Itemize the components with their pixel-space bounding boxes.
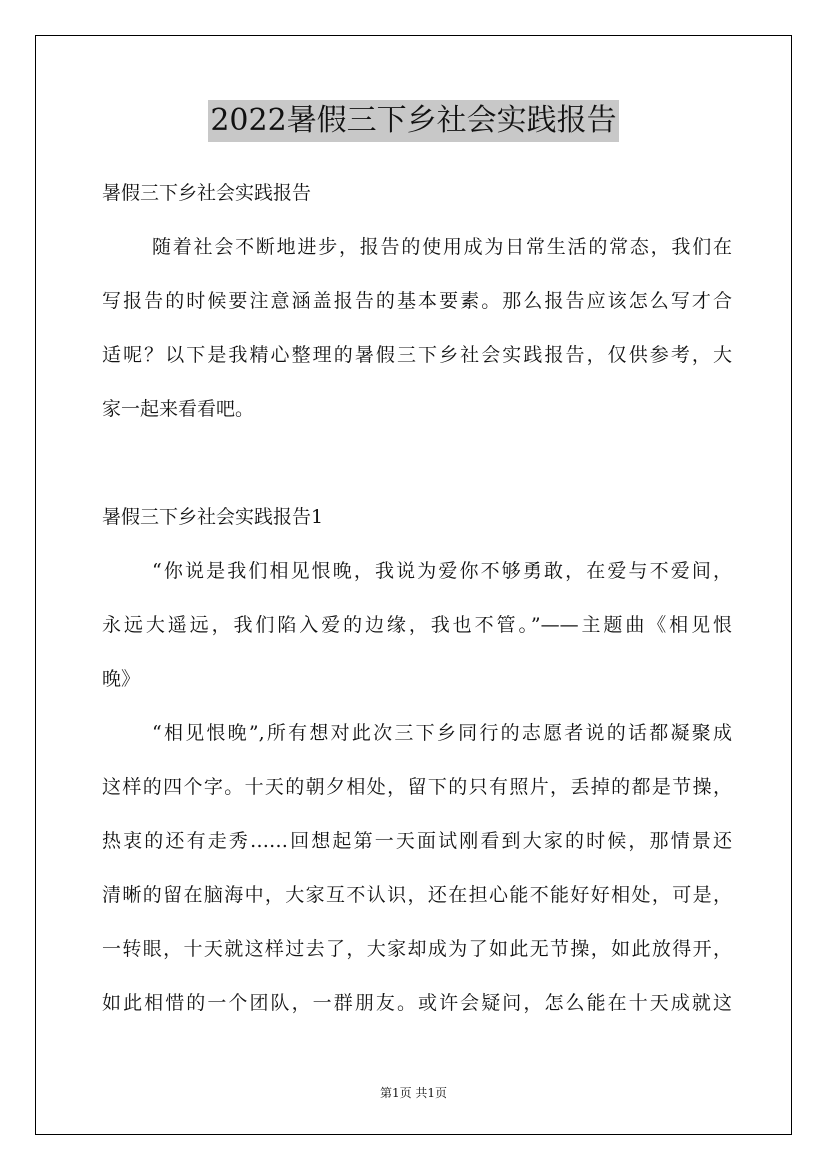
section-heading: 暑假三下乡社会实践报告 xyxy=(102,182,312,204)
paragraph-line: 适呢？以下是我精心整理的暑假三下乡社会实践报告，仅供参考，大 xyxy=(102,344,732,366)
paragraph-line: 如此相惜的一个团队，一群朋友。或许会疑问，怎么能在十天成就这 xyxy=(102,992,732,1014)
paragraph-line: 一转眼，十天就这样过去了，大家却成为了如此无节操，如此放得开， xyxy=(102,938,732,960)
paragraph-line: 家一起来看看吧。 xyxy=(102,398,255,420)
document-title: 2022暑假三下乡社会实践报告 xyxy=(208,100,618,142)
paragraph-line: 随着社会不断地进步，报告的使用成为日常生活的常态，我们在 xyxy=(152,236,732,258)
paragraph-line: 清晰的留在脑海中，大家互不认识，还在担心能不能好好相处，可是， xyxy=(102,884,732,906)
document-body xyxy=(102,178,732,1042)
section-heading: 暑假三下乡社会实践报告1 xyxy=(102,506,324,528)
paragraph-line: “你说是我们相见恨晚，我说为爱你不够勇敢，在爱与不爱间， xyxy=(152,560,732,582)
paragraph-line: 这样的四个字。十天的朝夕相处，留下的只有照片，丢掉的都是节操， xyxy=(102,776,732,798)
title-container xyxy=(0,100,827,142)
paragraph-line: 写报告的时候要注意涵盖报告的基本要素。那么报告应该怎么写才合 xyxy=(102,290,732,312)
paragraph-line: “相见恨晚”,所有想对此次三下乡同行的志愿者说的话都凝聚成 xyxy=(152,722,732,744)
paragraph-line: 永远大遥远，我们陷入爱的边缘，我也不管。”——主题曲《相见恨 xyxy=(102,614,732,636)
blank-line xyxy=(102,448,732,502)
paragraph-line: 热衷的还有走秀……回想起第一天面试刚看到大家的时候，那情景还 xyxy=(102,830,732,852)
page-footer: 第1页 共1页 xyxy=(379,1086,448,1100)
paragraph-line: 晚》 xyxy=(102,668,141,690)
